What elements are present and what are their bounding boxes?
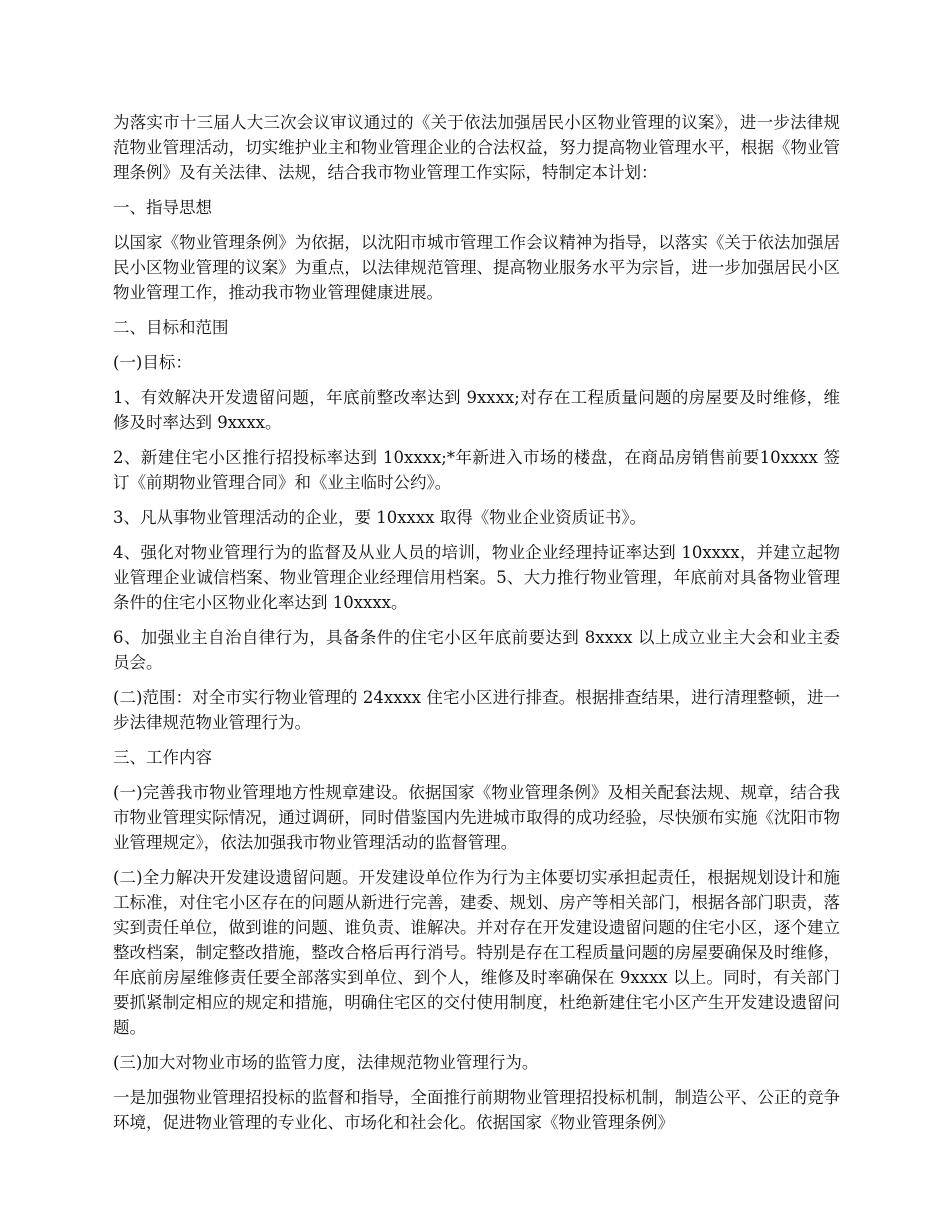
goal-item-1: 1、有效解决开发遗留问题，年底前整改率达到 9xxxx;对存在工程质量问题的房屋要及时维修，维修及时率达到 9xxxx。 <box>113 388 840 432</box>
work-item-1: (一)完善我市物业管理地方性规章建设。依据国家《物业管理条例》及相关配套法规、规章，结合我市物业管理实际情况，通过调研，同时借鉴国内先进城市取得的成功经验，尽快颁布实施《沈阳市物业管理规定》，依法加强我市物业管理活动的监督管理。 <box>113 783 840 852</box>
scope-paragraph: (二)范围：对全市实行物业管理的 24xxxx 住宅小区进行排查。根据排查结果，进行清理整顿，进一步法律规范物业管理行为。 <box>113 688 840 732</box>
work-item-3: (三)加大对物业市场的监管力度，法律规范物业管理行为。 <box>113 1053 539 1072</box>
document-body <box>113 110 840 1145</box>
goal-item-3: 3、凡从事物业管理活动的企业，要 10xxxx 取得《物业企业资质证书》。 <box>113 508 646 527</box>
guiding-ideology-paragraph: 以国家《物业管理条例》为依据，以沈阳市城市管理工作会议精神为指导，以落实《关于依法加强居民小区物业管理的议案》为重点，以法律规范管理、提高物业服务水平为宗旨，进一步加强居民小区物业管理工作，推动我市物业管理健康进展。 <box>113 233 840 302</box>
intro-paragraph: 为落实市十三届人大三次会议审议通过的《关于依法加强居民小区物业管理的议案》，进一步法律规范物业管理活动，切实维护业主和物业管理企业的合法权益，努力提高物业管理水平，根据《物业管理条例》及有关法律、法规，结合我市物业管理工作实际，特制定本计划： <box>113 113 840 182</box>
goal-item-2: 2、新建住宅小区推行招投标率达到 10xxxx;*年新进入市场的楼盘，在商品房销售前要10xxxx 签订《前期物业管理合同》和《业主临时公约》。 <box>113 448 840 492</box>
section-heading-guiding-ideology: 一、指导思想 <box>113 198 212 217</box>
subheading-goals: (一)目标： <box>113 353 192 372</box>
work-item-2: (二)全力解决开发建设遗留问题。开发建设单位作为行为主体要切实承担起责任，根据规划设计和施工标准，对住宅小区存在的问题从新进行完善，建委、规划、房产等相关部门，根据各部门职责，落实到责任单位，做到谁的问题、谁负责、谁解决。并对存在开发建设遗留问题的住宅小区，逐个建立整改档案，制定整改措施，整改合格后再行消号。特别是存在工程质量问题的房屋要确保及时维修，年底前房屋维修责任要全部落实到单位、到个人，维修及时率确保在 9xxxx 以上。同时，有关部门要抓紧制定相应的规定和措施，明确住宅区的交付使用制度，杜绝新建住宅小区产生开发建设遗留问题。 <box>113 868 840 1037</box>
work-item-3-point-1: 一是加强物业管理招投标的监督和指导，全面推行前期物业管理招投标机制，制造公平、公正的竞争环境，促进物业管理的专业化、市场化和社会化。依据国家《物业管理条例》 <box>113 1088 840 1132</box>
section-heading-work-content: 三、工作内容 <box>113 748 212 767</box>
goal-item-4-5: 4、强化对物业管理行为的监督及从业人员的培训，物业企业经理持证率达到 10xxxx，并建立起物业管理企业诚信档案、物业管理企业经理信用档案。5、大力推行物业管理，年底前对具备物业管理条件的住宅小区物业化率达到 10xxxx。 <box>113 543 840 612</box>
goal-item-6: 6、加强业主自治自律行为，具备条件的住宅小区年底前要达到 8xxxx 以上成立业主大会和业主委员会。 <box>113 628 840 672</box>
section-heading-goals-scope: 二、目标和范围 <box>113 318 229 337</box>
